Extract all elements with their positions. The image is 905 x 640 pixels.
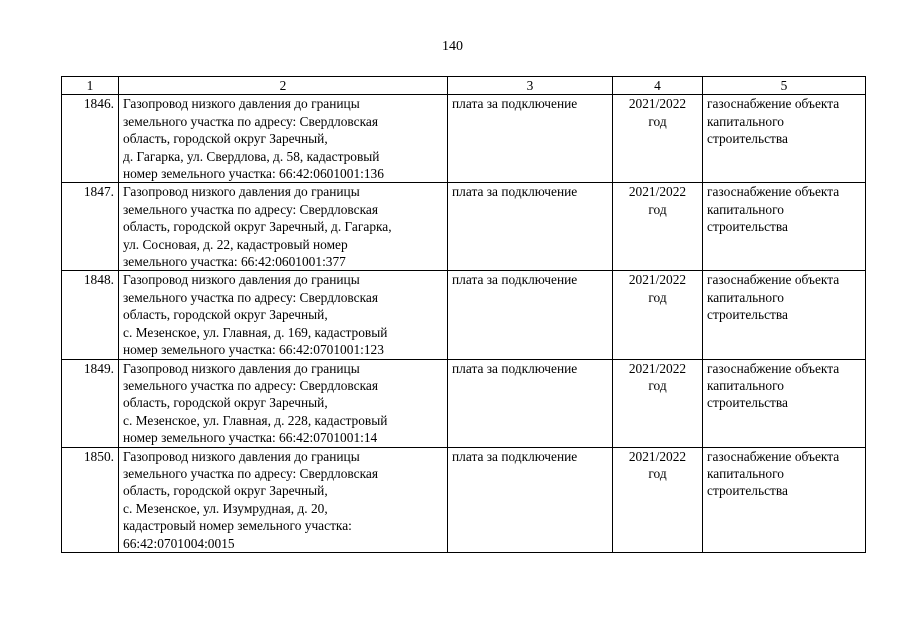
object-description-line: земельного участка по адресу: Свердловская <box>123 465 378 481</box>
object-description-line: земельного участка: 66:42:0601001:377 <box>123 254 346 270</box>
purpose <box>703 95 866 183</box>
object-description-line: с. Мезенское, ул. Изумрудная, д. 20, <box>123 500 328 516</box>
object-description-line: земельного участка по адресу: Свердловская <box>123 201 378 217</box>
column-header: 2 <box>119 77 448 95</box>
purpose-line: капитального <box>707 113 784 129</box>
fee-type: плата за подключение <box>448 271 613 359</box>
object-description-line: Газопровод низкого давления до границы <box>123 184 360 200</box>
object-description-line: земельного участка по адресу: Свердловская <box>123 289 378 305</box>
column-header: 4 <box>613 77 703 95</box>
purpose-line: капитального <box>707 201 784 217</box>
period-line: 2021/2022 <box>628 272 687 288</box>
table-header-row <box>62 77 866 95</box>
object-description <box>119 271 448 359</box>
object-description <box>119 447 448 552</box>
purpose-line: капитального <box>707 377 784 393</box>
period <box>613 183 703 271</box>
row-number: 1846. <box>62 95 119 183</box>
period <box>613 359 703 447</box>
column-header: 5 <box>703 77 866 95</box>
fee-type: плата за подключение <box>448 359 613 447</box>
row-number: 1850. <box>62 447 119 552</box>
period-line: год <box>648 377 667 393</box>
period-line: год <box>648 201 667 217</box>
purpose <box>703 359 866 447</box>
object-description-line: Газопровод низкого давления до границы <box>123 448 360 464</box>
object-description-line: область, городской округ Заречный, <box>123 307 328 323</box>
purpose-line: строительства <box>707 219 788 235</box>
period-line: год <box>648 465 667 481</box>
purpose <box>703 183 866 271</box>
purpose-line: строительства <box>707 307 788 323</box>
object-description-line: Газопровод низкого давления до границы <box>123 272 360 288</box>
period-line: 2021/2022 <box>628 448 687 464</box>
object-description <box>119 95 448 183</box>
object-description-line: с. Мезенское, ул. Главная, д. 169, кадастровый <box>123 324 388 340</box>
purpose <box>703 447 866 552</box>
data-table <box>61 76 866 553</box>
column-header: 1 <box>62 77 119 95</box>
object-description-line: область, городской округ Заречный, д. Гагарка, <box>123 219 392 235</box>
purpose-line: газоснабжение объекта <box>707 448 840 464</box>
purpose-line: строительства <box>707 395 788 411</box>
object-description-line: 66:42:0701004:0015 <box>123 535 235 551</box>
object-description-line: земельного участка по адресу: Свердловская <box>123 377 378 393</box>
purpose-line: газоснабжение объекта <box>707 96 840 112</box>
object-description <box>119 359 448 447</box>
purpose-line: строительства <box>707 483 788 499</box>
period-line: год <box>648 289 667 305</box>
table-row <box>62 95 866 183</box>
object-description <box>119 183 448 271</box>
object-description-line: Газопровод низкого давления до границы <box>123 96 360 112</box>
object-description-line: д. Гагарка, ул. Свердлова, д. 58, кадастровый <box>123 148 380 164</box>
fee-type: плата за подключение <box>448 447 613 552</box>
fee-type: плата за подключение <box>448 183 613 271</box>
purpose-line: капитального <box>707 465 784 481</box>
table-row <box>62 183 866 271</box>
purpose-line: капитального <box>707 289 784 305</box>
table-row <box>62 271 866 359</box>
purpose-line: газоснабжение объекта <box>707 360 840 376</box>
purpose-line: газоснабжение объекта <box>707 184 840 200</box>
period <box>613 95 703 183</box>
page-number: 140 <box>442 39 463 54</box>
row-number: 1848. <box>62 271 119 359</box>
table-row <box>62 359 866 447</box>
object-description-line: область, городской округ Заречный, <box>123 131 328 147</box>
purpose <box>703 271 866 359</box>
object-description-line: земельного участка по адресу: Свердловская <box>123 113 378 129</box>
object-description-line: ул. Сосновая, д. 22, кадастровый номер <box>123 236 348 252</box>
period-line: 2021/2022 <box>628 184 687 200</box>
object-description-line: кадастровый номер земельного участка: <box>123 518 352 534</box>
period <box>613 271 703 359</box>
table-row <box>62 447 866 552</box>
object-description-line: область, городской округ Заречный, <box>123 483 328 499</box>
object-description-line: область, городской округ Заречный, <box>123 395 328 411</box>
object-description-line: Газопровод низкого давления до границы <box>123 360 360 376</box>
object-description-line: номер земельного участка: 66:42:0701001:14 <box>123 430 378 446</box>
period <box>613 447 703 552</box>
object-description-line: номер земельного участка: 66:42:0601001:136 <box>123 166 384 182</box>
row-number: 1849. <box>62 359 119 447</box>
object-description-line: номер земельного участка: 66:42:0701001:123 <box>123 342 384 358</box>
object-description-line: с. Мезенское, ул. Главная, д. 228, кадастровый <box>123 412 388 428</box>
column-header: 3 <box>448 77 613 95</box>
period-line: год <box>648 113 667 129</box>
purpose-line: газоснабжение объекта <box>707 272 840 288</box>
period-line: 2021/2022 <box>628 360 687 376</box>
row-number: 1847. <box>62 183 119 271</box>
table-body <box>62 95 866 553</box>
period-line: 2021/2022 <box>628 96 687 112</box>
fee-type: плата за подключение <box>448 95 613 183</box>
purpose-line: строительства <box>707 131 788 147</box>
